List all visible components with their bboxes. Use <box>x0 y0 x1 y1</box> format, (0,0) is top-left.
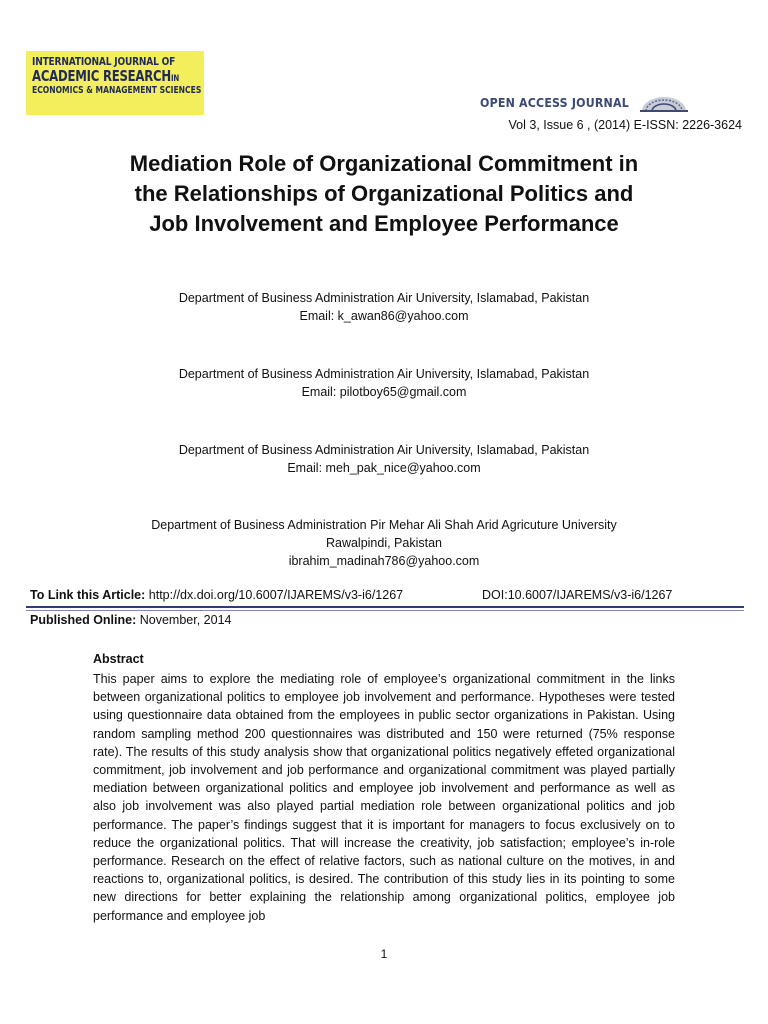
article-link-line <box>30 588 742 602</box>
affiliation-2 <box>40 365 728 401</box>
link-label: To Link this Article: <box>30 588 146 602</box>
title-line: the Relationships of Organizational Politics and <box>134 181 634 206</box>
affiliation-department: Department of Business Administration Air University, Islamabad, Pakistan <box>178 367 590 381</box>
affiliation-department: Department of Business Administration Pir Mehar Ali Shah Arid Agricuture University <box>151 518 617 532</box>
logo-line-2: ACADEMIC RESEARCHIN <box>32 66 179 85</box>
open-access-arc-icon <box>640 96 688 112</box>
open-access-badge <box>480 96 690 114</box>
abstract-heading: Abstract <box>93 652 144 666</box>
published-online <box>30 613 231 627</box>
page-number: 1 <box>380 947 388 961</box>
affiliation-department: Department of Business Administration Air University, Islamabad, Pakistan <box>178 291 590 305</box>
paper-title <box>40 149 728 239</box>
affiliation-1 <box>40 289 728 325</box>
affiliation-4 <box>40 516 728 570</box>
published-label: Published Online: <box>30 613 137 627</box>
affiliation-3 <box>40 441 728 477</box>
affiliation-department: Department of Business Administration Air University, Islamabad, Pakistan <box>178 443 590 457</box>
title-line: Mediation Role of Organizational Commitment in <box>129 151 639 176</box>
article-url-link[interactable]: http://dx.doi.org/10.6007/IJAREMS/v3-i6/1267 <box>148 588 404 602</box>
journal-logo <box>26 51 204 115</box>
affiliation-email: Email: meh_pak_nice@yahoo.com <box>287 461 481 475</box>
logo-line-2-suffix: IN <box>170 73 179 84</box>
volume-issue-info: Vol 3, Issue 6 , (2014) E-ISSN: 2226-3624 <box>508 118 742 132</box>
affiliation-email: Email: k_awan86@yahoo.com <box>299 309 469 323</box>
logo-line-1: INTERNATIONAL JOURNAL OF <box>32 56 176 68</box>
doi-text: DOI:10.6007/IJAREMS/v3-i6/1267 <box>482 588 673 602</box>
published-date: November, 2014 <box>139 613 232 627</box>
title-line: Job Involvement and Employee Performance <box>149 211 619 236</box>
affiliation-city: Rawalpindi, Pakistan <box>325 536 443 550</box>
affiliation-email: ibrahim_madinah786@yahoo.com <box>288 554 480 568</box>
logo-line-3: ECONOMICS & MANAGEMENT SCIENCES <box>32 84 202 96</box>
open-access-label: OPEN ACCESS JOURNAL <box>480 96 629 110</box>
divider-rule-thin <box>26 610 744 611</box>
abstract-body: This paper aims to explore the mediating role of employee’s organizational commitment in the links between organizational politics to employee job involvement and performance. Hypotheses were tested using questionnaire data obtained from the employees in public sector organizations in Pakistan. Using random sampling method 200 questionnaires was distributed and 150 were returned (75% response rate). The results of this study analysis show that organizational politics negatively effeted organizational commitment, job involvement and job performance and organizational commitment was played partially mediation between organizational politics and employee job involvement and performance as well as also job involvement was also played partial mediation role between organizational politics and job performance. The paper’s findings suggest that it is important for managers to focus exclusively on to reduce the organizational politics. That will increase the creativity, job satisfaction; employee’s in-role performance. Research on the effect of relative factors, such as national culture on the motives, in and reactions to, organizational politics, is desired. The contribution of this study lies in its pointing to some new directions for better explaining the relationship among organizational politics, employee job performance and employee job <box>93 672 675 923</box>
affiliation-email: Email: pilotboy65@gmail.com <box>301 385 467 399</box>
divider-rule <box>26 606 744 608</box>
